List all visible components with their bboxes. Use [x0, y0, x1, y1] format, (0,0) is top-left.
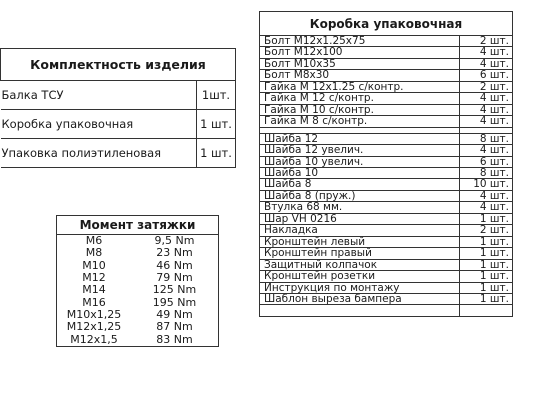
box-row-name: Шайба 8 (пруж.): [260, 190, 460, 201]
box-row-name: Втулка 68 мм.: [260, 202, 460, 213]
torque-row-val: 125 Nm: [152, 283, 197, 297]
box-row-qty: 1 шт.: [460, 282, 513, 293]
box-rows-1: [260, 36, 513, 128]
box-row: [260, 179, 513, 190]
box-row: [260, 47, 513, 58]
torque-row-size: M14: [82, 283, 106, 297]
box-row-qty: 1 шт.: [460, 213, 513, 224]
box-row-qty: 8 шт.: [460, 167, 513, 178]
kit-row-qty: 1 шт.: [197, 110, 236, 139]
box-row-qty: 1 шт.: [460, 248, 513, 259]
box-row-qty: 1 шт.: [460, 293, 513, 304]
box-row: [260, 248, 513, 259]
box-row-name: Шайба 12: [260, 133, 460, 144]
torque-row-size: M12x1,25: [66, 320, 122, 334]
box-row-name: Шайба 10 увелич.: [260, 156, 460, 167]
box-row-name: Шайба 12 увелич.: [260, 145, 460, 156]
box-row-name: Шайба 8: [260, 179, 460, 190]
box-row-qty: 4 шт.: [460, 58, 513, 69]
torque-row: [57, 296, 219, 308]
torque-row-val: 49 Nm: [156, 307, 193, 321]
box-row-name: Болт М8х30: [260, 70, 460, 81]
box-row: [260, 167, 513, 178]
box-row: [260, 305, 513, 316]
kit-row: [1, 139, 236, 168]
torque-table: [56, 215, 219, 347]
box-title: Коробка упаковочная: [260, 12, 513, 36]
box-row-name: Гайка М 10 с/контр.: [260, 104, 460, 115]
box-row: [260, 104, 513, 115]
box-row-name: Защитный колпачок: [260, 259, 460, 270]
box-row: [260, 93, 513, 104]
box-table: [259, 11, 513, 317]
box-row-qty: 4 шт.: [460, 116, 513, 127]
torque-row-size: M10: [82, 258, 106, 272]
box-row: [260, 70, 513, 81]
box-row-qty: 4 шт.: [460, 145, 513, 156]
box-row-qty: 10 шт.: [460, 179, 513, 190]
torque-row-size: M6: [85, 234, 103, 248]
torque-row: [57, 235, 219, 248]
kit-rows: [1, 81, 236, 168]
box-row-qty: 2 шт.: [460, 36, 513, 47]
box-rows-2: [260, 133, 513, 316]
box-row: [260, 133, 513, 144]
torque-row-val: 83 Nm: [156, 332, 193, 346]
box-row-qty: 4 шт.: [460, 202, 513, 213]
box-row-name: Болт М12х1.25х75: [260, 36, 460, 47]
torque-title: Момент затяжки: [57, 216, 219, 235]
box-row-name: Гайка М 8 с/контр.: [260, 116, 460, 127]
torque-row-size: M12x1,5: [70, 332, 118, 346]
box-row: [260, 36, 513, 47]
box-row-name: Кронштейн правый: [260, 248, 460, 259]
box-row: [260, 236, 513, 247]
box-row-name: Болт М12х100: [260, 47, 460, 58]
torque-row: [57, 284, 219, 296]
box-row-name: Шайба 10: [260, 167, 460, 178]
box-row: [260, 190, 513, 201]
torque-row: [57, 321, 219, 333]
box-row-name: Инструкция по монтажу: [260, 282, 460, 293]
torque-row: [57, 272, 219, 284]
box-row-qty: 4 шт.: [460, 93, 513, 104]
box-row-qty: 2 шт.: [460, 225, 513, 236]
kit-row-qty: 1шт.: [197, 81, 236, 110]
box-row: [260, 116, 513, 127]
box-row-qty: 4 шт.: [460, 104, 513, 115]
kit-title: Комплектность изделия: [1, 49, 236, 81]
torque-row-val: 23 Nm: [156, 246, 193, 260]
box-row: [260, 213, 513, 224]
box-row: [260, 225, 513, 236]
box-row: [260, 145, 513, 156]
box-row: [260, 202, 513, 213]
kit-row: [1, 110, 236, 139]
box-row-qty: 1 шт.: [460, 236, 513, 247]
box-row-qty: 8 шт.: [460, 133, 513, 144]
box-row: [260, 282, 513, 293]
torque-row-val: 87 Nm: [156, 320, 193, 334]
box-row-name: Шар VH 0216: [260, 213, 460, 224]
box-row: [260, 156, 513, 167]
box-row-name: Гайка М 12х1.25 с/контр.: [260, 81, 460, 92]
torque-row-val: 195 Nm: [152, 295, 197, 309]
box-row-name: Кронштейн розетки: [260, 271, 460, 282]
torque-row-val: 79 Nm: [156, 271, 193, 285]
box-row: [260, 259, 513, 270]
box-row-name: Кронштейн левый: [260, 236, 460, 247]
box-row-qty: 6 шт.: [460, 156, 513, 167]
torque-row-val: 46 Nm: [156, 258, 193, 272]
torque-row: [57, 333, 219, 346]
kit-row-qty: 1 шт.: [197, 139, 236, 168]
box-row: [260, 81, 513, 92]
box-row-name: Шаблон выреза бампера: [260, 293, 460, 304]
kit-table: [0, 48, 236, 168]
box-row-qty: 4 шт.: [460, 190, 513, 201]
box-row-name: Накладка: [260, 225, 460, 236]
box-row-qty: 4 шт.: [460, 47, 513, 58]
box-row: [260, 293, 513, 304]
kit-row-name: Коробка упаковочная: [1, 110, 197, 139]
box-row: [260, 58, 513, 69]
box-row-qty: 1 шт.: [460, 271, 513, 282]
kit-row: [1, 81, 236, 110]
torque-rows: [57, 235, 219, 347]
box-row-qty: [460, 305, 513, 316]
torque-row: [57, 260, 219, 272]
torque-row-size: M12: [82, 271, 106, 285]
box-row-name: [260, 305, 460, 316]
box-row-name: Гайка М 12 с/контр.: [260, 93, 460, 104]
torque-row: [57, 247, 219, 259]
box-row-qty: 6 шт.: [460, 70, 513, 81]
torque-row-size: M10x1,25: [66, 307, 122, 321]
torque-row: [57, 309, 219, 321]
torque-row-val: 9,5 Nm: [154, 234, 195, 248]
torque-row-size: M16: [82, 295, 106, 309]
kit-row-name: Балка ТСУ: [1, 81, 197, 110]
box-row-qty: 1 шт.: [460, 259, 513, 270]
kit-row-name: Упаковка полиэтиленовая: [1, 139, 197, 168]
box-row-name: Болт М10х35: [260, 58, 460, 69]
box-row: [260, 271, 513, 282]
torque-row-size: M8: [85, 246, 103, 260]
box-row-qty: 2 шт.: [460, 81, 513, 92]
